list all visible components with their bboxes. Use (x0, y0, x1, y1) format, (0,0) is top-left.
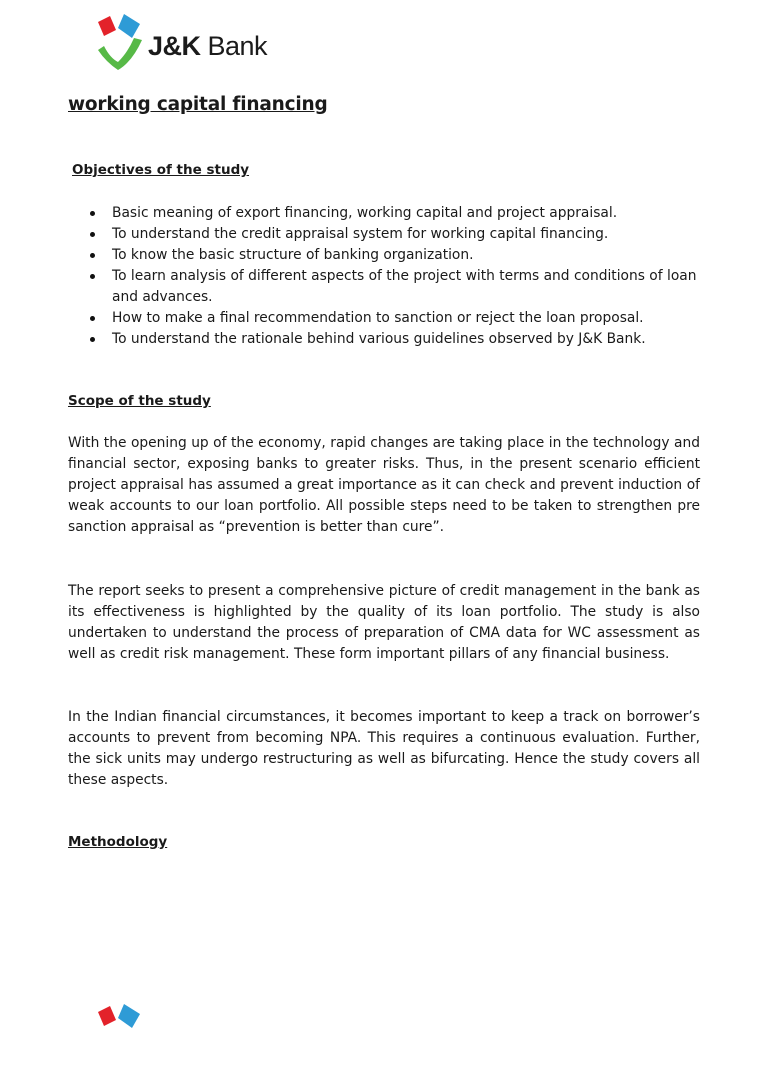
scope-paragraph-1: With the opening up of the economy, rapid changes are taking place in the technology and financial sector, exposing banks to greater risks. Thus, in the present scenario efficient project appraisal has assumed a great importance as it can check and prevent induction of weak accounts to our loan portfolio. All possible steps need to be taken to strengthen pre sanction appraisal as “prevention is better than cure”. (68, 435, 700, 535)
list-item: To understand the rationale behind various guidelines observed by J&K Bank. (88, 329, 700, 350)
methodology-heading: Methodology (68, 834, 168, 850)
bank-logo-text (148, 31, 267, 62)
scope-paragraph-3: In the Indian financial circumstances, it becomes important to keep a track on borrower’s accounts to prevent from becoming NPA. This requires a continuous evaluation. Further, the sick units may undergo restructuring as well as bifurcating. Hence the study covers all these aspects. (68, 709, 700, 788)
bank-name-bold: J&K (148, 30, 201, 61)
objectives-heading: Objectives of the study (72, 162, 250, 178)
scope-paragraph-2: The report seeks to present a comprehensive picture of credit management in the bank as its effectiveness is highlighted by the quality of its loan portfolio. The study is also undertaken to understand the process of preparation of CMA data for WC assessment as well as credit risk management. These form important pillars of any financial business. (68, 583, 700, 662)
list-item: To learn analysis of different aspects of the project with terms and conditions of loan and advances. (88, 266, 700, 308)
list-item: To understand the credit appraisal system for working capital financing. (88, 224, 700, 245)
list-item: To know the basic structure of banking organization. (88, 245, 700, 266)
bank-logo-icon (88, 12, 150, 72)
scope-heading: Scope of the study (68, 393, 211, 409)
list-item: Basic meaning of export financing, working capital and project appraisal. (88, 203, 700, 224)
bank-logo (88, 12, 267, 72)
bank-logo-footer-icon (88, 1002, 150, 1062)
bank-logo-footer (88, 1002, 150, 1066)
list-item: How to make a final recommendation to sanction or reject the loan proposal. (88, 308, 700, 329)
objectives-list (88, 203, 700, 350)
bank-name-regular: Bank (200, 30, 268, 61)
document-title: working capital financing (68, 94, 328, 115)
